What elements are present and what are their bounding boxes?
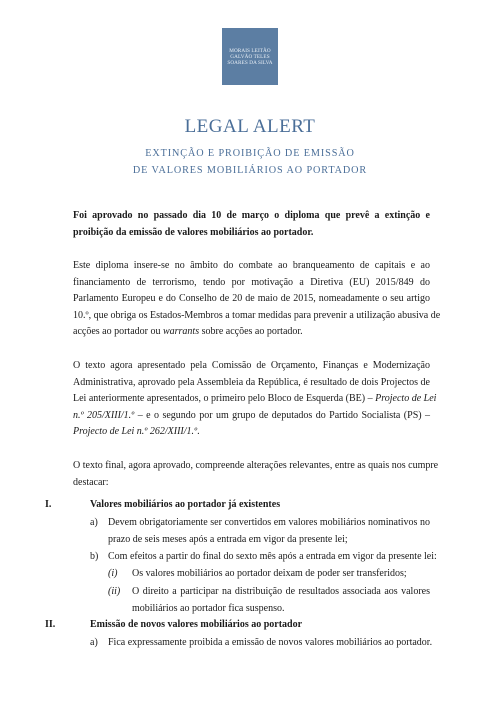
lead-paragraph (73, 208, 430, 241)
logo-line-1: MORAIS LEITÃO (229, 47, 271, 54)
list-item-a (0, 515, 500, 549)
section-2-title: Emissão de novos valores mobiliários ao portador (90, 619, 303, 630)
item-a2-text: Fica expressamente proibida a emissão de novos valores mobiliários ao portador. (108, 637, 433, 648)
item-a2-marker: a) (90, 637, 98, 648)
p2-line-5 (73, 424, 430, 441)
document-subtitle (0, 145, 500, 179)
item-b-marker: b) (90, 551, 99, 562)
section-1-title: Valores mobiliários ao portador já existentes (90, 499, 281, 510)
p3-line-2: destacar: (73, 476, 109, 488)
section-2-marker: II. (45, 619, 56, 630)
item-ii-line-1: O direito a participar na distribuição de resultados associada aos valores (132, 586, 430, 597)
lead-line-2: proibição da emissão de valores mobiliários ao portador. (73, 226, 314, 238)
item-ii-line-2: mobiliários ao portador fica suspenso. (132, 602, 285, 614)
p1-line-1: Este diploma insere-se no âmbito do combate ao branqueamento de capitais e ao (73, 260, 430, 271)
lead-line-1: Foi aprovado no passado dia 10 de março o diploma que prevê a extinção e (73, 210, 430, 221)
item-b-text: Com efeitos a partir do final do sexto mês após a entrada em vigor da presente lei: (108, 551, 437, 562)
paragraph-1 (73, 258, 441, 341)
p2-line-5-post: . (197, 426, 200, 437)
p2-line-3-pre: Lei anteriormente apresentados, o primeiro pelo Bloco de Esquerda (BE) – (73, 393, 376, 404)
p2-line-2: Administrativa, aprovado pela Assembleia da República, é resultado de dois Projectos de (73, 376, 430, 388)
p1-line-2: financiamento de terrorismo, tendo por motivação a Diretiva (EU) 2015/849 do (73, 276, 430, 288)
p2-line-4-italic: n.º 205/XIII/1.º (73, 409, 135, 421)
subtitle-line-2: DE VALORES MOBILIÁRIOS AO PORTADOR (132, 165, 368, 176)
p2-line-5-italic: Projecto de Lei n.º 262/XIII/1.º (73, 426, 198, 437)
subtitle-line-1: EXTINÇÃO E PROIBIÇÃO DE EMISSÃO (145, 148, 355, 159)
section-1-marker: I. (45, 499, 52, 510)
p1-line-5-italic: warrants (162, 326, 200, 337)
paragraph-3 (73, 458, 439, 491)
logo-line-3: SOARES DA SILVA (227, 59, 273, 66)
p2-line-4 (73, 408, 430, 425)
item-a-line-2: prazo de seis meses após a entrada em vigor da presente lei; (108, 533, 348, 545)
p2-line-3-italic: Projecto de Lei (375, 393, 437, 404)
p2-line-1: O texto agora apresentado pela Comissão de Orçamento, Finanças e Modernização (73, 360, 430, 371)
document-title: LEGAL ALERT (184, 116, 316, 137)
list-item-ii (0, 584, 500, 618)
item-i-text: Os valores mobiliários ao portador deixam de poder ser transferidos; (132, 568, 407, 579)
item-ii-text (132, 584, 430, 617)
firm-logo (222, 28, 278, 85)
item-a-marker: a) (90, 517, 98, 528)
p1-line-4: 10.º, que obriga os Estados-Membros a tomar medidas para prevenir a utilização abusiva de (73, 309, 441, 321)
p1-line-5-post: sobre acções ao portador. (199, 326, 303, 337)
p2-line-4-post: – e o segundo por um grupo de deputados do Partido Socialista (PS) – (134, 409, 431, 421)
p1-line-5-pre: acções ao portador ou (73, 326, 163, 337)
paragraph-2 (73, 358, 437, 441)
item-ii-marker: (ii) (108, 586, 121, 597)
p1-line-3: Parlamento Europeu e do Conselho de 20 de maio de 2015, nomeadamente o seu artigo (73, 293, 430, 304)
item-a-line-1: Devem obrigatoriamente ser convertidos em valores mobiliários nominativos no (108, 517, 430, 528)
item-i-marker: (i) (108, 568, 118, 579)
p1-line-5 (73, 324, 430, 341)
p2-line-3 (73, 391, 437, 408)
logo-line-2: GALVÃO TELES (230, 53, 270, 60)
p3-line-1: O texto final, agora aprovado, compreende alterações relevantes, entre as quais nos cumpre (73, 460, 439, 471)
item-a-text (108, 515, 430, 548)
